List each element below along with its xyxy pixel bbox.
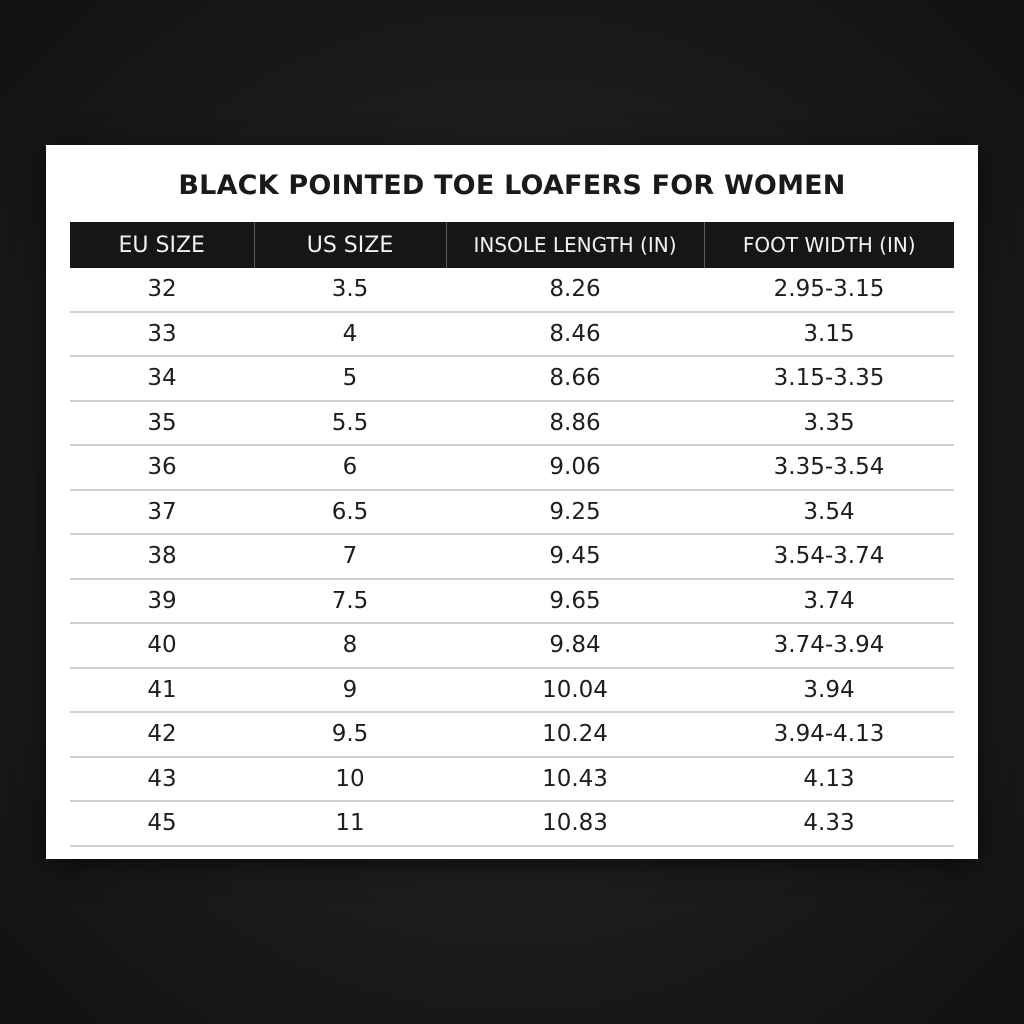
table-row [70, 445, 954, 490]
insole-length-cell: 10.04 [446, 668, 704, 713]
foot-width-cell: 3.94-4.13 [704, 712, 954, 757]
header-insole-length: INSOLE LENGTH (IN) [446, 222, 704, 268]
eu-size-cell: 39 [70, 579, 254, 624]
eu-size-cell: 37 [70, 490, 254, 535]
us-size-cell: 5 [254, 356, 446, 401]
header-eu-size: EU SIZE [70, 222, 254, 268]
table-row [70, 356, 954, 401]
table-row [70, 401, 954, 446]
eu-size-cell: 40 [70, 623, 254, 668]
us-size-cell: 10 [254, 757, 446, 802]
foot-width-cell: 3.15-3.35 [704, 356, 954, 401]
foot-width-cell: 3.54-3.74 [704, 534, 954, 579]
table-row [70, 668, 954, 713]
eu-size-cell: 33 [70, 312, 254, 357]
us-size-cell: 4 [254, 312, 446, 357]
insole-length-cell: 9.84 [446, 623, 704, 668]
foot-width-cell: 4.33 [704, 801, 954, 846]
table-row [70, 712, 954, 757]
foot-width-cell: 3.54 [704, 490, 954, 535]
foot-width-cell: 3.35 [704, 401, 954, 446]
eu-size-cell: 38 [70, 534, 254, 579]
eu-size-cell: 34 [70, 356, 254, 401]
eu-size-cell: 36 [70, 445, 254, 490]
insole-length-cell: 8.66 [446, 356, 704, 401]
insole-length-cell: 10.24 [446, 712, 704, 757]
eu-size-cell: 41 [70, 668, 254, 713]
table-header [70, 222, 954, 268]
eu-size-cell: 45 [70, 801, 254, 846]
us-size-cell: 5.5 [254, 401, 446, 446]
table-row [70, 490, 954, 535]
eu-size-cell: 42 [70, 712, 254, 757]
insole-length-cell: 9.45 [446, 534, 704, 579]
us-size-cell: 6.5 [254, 490, 446, 535]
insole-length-cell: 8.46 [446, 312, 704, 357]
insole-length-cell: 9.06 [446, 445, 704, 490]
eu-size-cell: 32 [70, 268, 254, 312]
insole-length-cell: 9.25 [446, 490, 704, 535]
foot-width-cell: 3.94 [704, 668, 954, 713]
table-row [70, 623, 954, 668]
table-row [70, 268, 954, 312]
chart-title: BLACK POINTED TOE LOAFERS FOR WOMEN [178, 170, 846, 201]
us-size-cell: 6 [254, 445, 446, 490]
insole-length-cell: 9.65 [446, 579, 704, 624]
table-row [70, 534, 954, 579]
foot-width-cell: 2.95-3.15 [704, 268, 954, 312]
foot-width-cell: 3.74-3.94 [704, 623, 954, 668]
insole-length-cell: 8.26 [446, 268, 704, 312]
table-row [70, 757, 954, 802]
header-foot-width: FOOT WIDTH (IN) [704, 222, 954, 268]
foot-width-cell: 3.35-3.54 [704, 445, 954, 490]
eu-size-cell: 43 [70, 757, 254, 802]
header-us-size: US SIZE [254, 222, 446, 268]
us-size-cell: 7.5 [254, 579, 446, 624]
size-table [70, 222, 954, 847]
foot-width-cell: 4.13 [704, 757, 954, 802]
insole-length-cell: 8.86 [446, 401, 704, 446]
insole-length-cell: 10.43 [446, 757, 704, 802]
foot-width-cell: 3.15 [704, 312, 954, 357]
table-row [70, 579, 954, 624]
us-size-cell: 8 [254, 623, 446, 668]
us-size-cell: 9 [254, 668, 446, 713]
us-size-cell: 7 [254, 534, 446, 579]
eu-size-cell: 35 [70, 401, 254, 446]
us-size-cell: 11 [254, 801, 446, 846]
table-body [70, 268, 954, 846]
table-row [70, 312, 954, 357]
header-row [70, 222, 954, 268]
us-size-cell: 3.5 [254, 268, 446, 312]
us-size-cell: 9.5 [254, 712, 446, 757]
table-row [70, 801, 954, 846]
foot-width-cell: 3.74 [704, 579, 954, 624]
insole-length-cell: 10.83 [446, 801, 704, 846]
